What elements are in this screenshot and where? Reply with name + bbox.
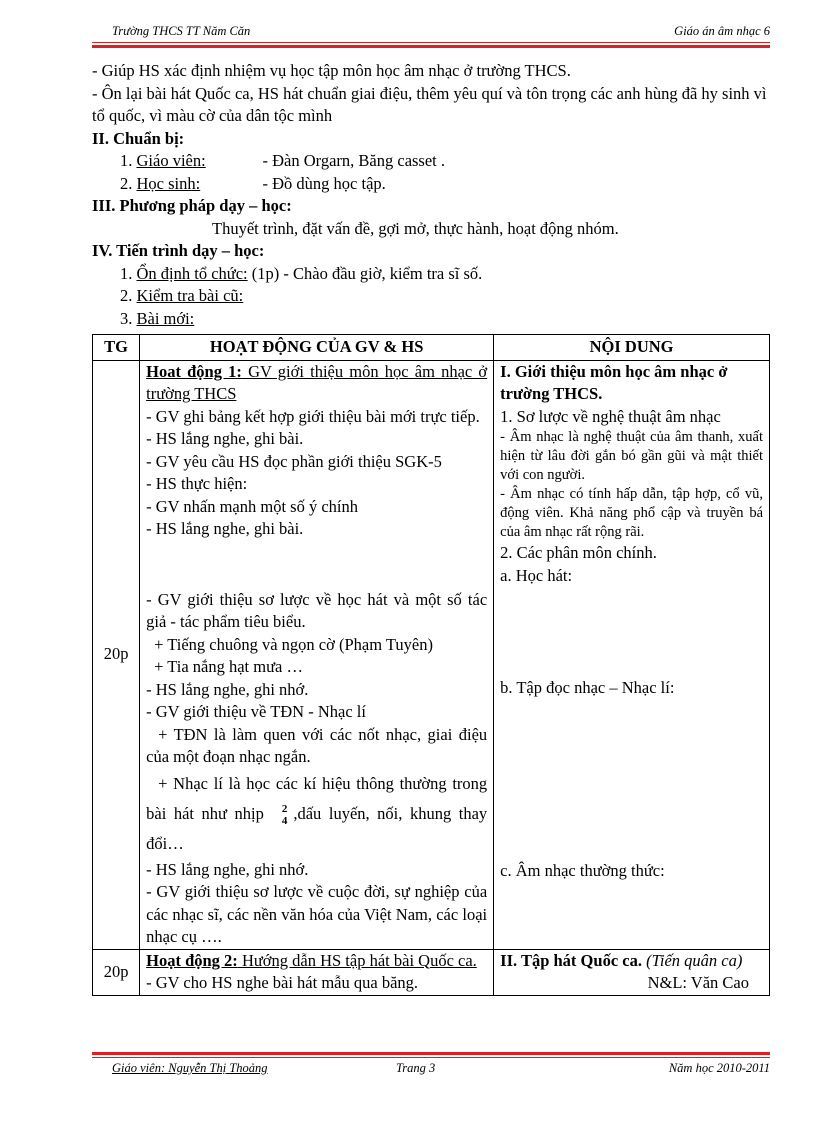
list-item: - GV giới thiệu sơ lược về học hát và một số tác giả - tác phẩm tiêu biểu.: [146, 589, 488, 631]
lesson-table: [92, 334, 770, 996]
list-item: - GV yêu cầu HS đọc phần giới thiệu SGK-5: [146, 451, 442, 471]
intro-line-1: - Giúp HS xác định nhiệm vụ học tập môn học âm nhạc ở trường THCS.: [92, 61, 571, 80]
row2-content: [494, 949, 770, 995]
table-header-row: [93, 335, 770, 361]
teacher-name: Giáo viên: Nguyễn Thị Thoảng: [112, 1061, 268, 1075]
content-item: 2. Các phân môn chính.: [500, 543, 657, 562]
methods: Thuyết trình, đặt vấn đề, gợi mở, thực hành, hoạt động nhóm.: [212, 218, 619, 238]
header-activities: HOẠT ĐỘNG CỦA GV & HS: [140, 335, 494, 361]
spacer: [146, 541, 487, 589]
list-item: - HS lắng nghe, ghi nhớ.: [146, 859, 309, 879]
content-heading: I. Giới thiệu môn học âm nhạc ở trường THCS.: [500, 361, 728, 403]
page-header: [92, 24, 770, 44]
header-tg: TG: [93, 335, 140, 361]
school-name: Trường THCS TT Năm Căn: [112, 24, 251, 38]
content-item: c. Âm nhạc thường thức:: [500, 860, 665, 880]
row1-activities: [140, 360, 494, 949]
list-item: - GV cho HS nghe bài hát mẫu qua băng.: [146, 973, 419, 992]
prep-teacher: 1. Giáo viên: - Đàn Orgarn, Băng casset .: [120, 151, 446, 170]
school-year: Năm học 2010-2011: [668, 1061, 770, 1075]
footer-rule-thin: [92, 1057, 770, 1058]
list-item: - GV giới thiệu về TĐN - Nhạc lí: [146, 702, 366, 721]
section-2-title: II. Chuẩn bị:: [92, 128, 185, 148]
activity-2-title: Hoạt động 2: Hướng dẫn HS tập hát bài Quốc ca.: [146, 950, 477, 970]
list-item: - GV ghi bảng kết hợp giới thiệu bài mới trực tiếp.: [146, 406, 480, 426]
page-number: Trang 3: [396, 1061, 436, 1075]
row1-content: [494, 360, 770, 949]
document-subject: Giáo án âm nhạc 6: [674, 24, 770, 38]
content-item: b. Tập đọc nhạc – Nhạc lí:: [500, 678, 675, 697]
step-3: 3. Bài mới:: [120, 308, 195, 328]
table-row: [93, 949, 770, 995]
content-heading: II. Tập hát Quốc ca. (Tiến quân ca): [500, 950, 743, 970]
prep-student: 2. Học sinh: - Đồ dùng học tập.: [120, 173, 386, 193]
content-item: - Âm nhạc là nghệ thuật của âm thanh, xuất hiện từ lâu đời gắn bó gần gũi và mật thiết với con người.: [500, 429, 763, 483]
composer: N&L: Văn Cao: [647, 973, 749, 992]
header-rule-thin: [92, 42, 770, 43]
intro-line-2: - Ôn lại bài hát Quốc ca, HS hát chuẩn giai điệu, thêm yêu quí và tôn trọng các anh hùng đã hy sinh vì tổ quốc, vì màu cờ của dân tộc mình: [92, 83, 767, 125]
list-item: + Nhạc lí là học các kí hiệu thông thường trong bài hát như nhịp 2 4 ,dấu luyến, nối, khung thay đổi…: [146, 773, 488, 853]
header-rule-thick: [92, 45, 770, 48]
content-item: a. Học hát:: [500, 565, 573, 585]
step-1: 1. Ổn định tổ chức: (1p) - Chào đầu giờ, kiểm tra sĩ số.: [120, 263, 483, 283]
time-signature: 2 4: [281, 802, 288, 827]
section-4-title: IV. Tiến trình dạy – học:: [92, 241, 265, 260]
header-content: NỘI DUNG: [494, 335, 770, 361]
list-item: - HS lắng nghe, ghi bài.: [146, 519, 304, 538]
spacer: [500, 587, 763, 677]
row2-time: 20p: [93, 949, 140, 995]
list-item: + TĐN là làm quen với các nốt nhạc, giai điệu của một đoạn nhạc ngắn.: [146, 724, 488, 766]
list-item: - HS lắng nghe, ghi nhớ.: [146, 679, 309, 699]
content-item: 1. Sơ lược về nghệ thuật âm nhạc: [500, 406, 721, 426]
list-item: - GV giới thiệu sơ lược về cuộc đời, sự nghiệp của các nhạc sĩ, các nền văn hóa của Việt Nam, các loại nhạc cụ ….: [146, 882, 488, 946]
footer-rule-thick: [92, 1052, 770, 1055]
activity-1-title: Hoat động 1: GV giới thiệu môn học âm nhạc ở trường THCS: [146, 361, 488, 403]
list-item: + Tia nắng hạt mưa …: [154, 657, 303, 676]
row2-activities: [140, 949, 494, 995]
list-item: - HS thực hiện:: [146, 474, 248, 493]
list-item: - GV nhấn mạnh một số ý chính: [146, 496, 359, 516]
content-item: - Âm nhạc có tính hấp dẫn, tập hợp, cổ vũ, động viên. Khả năng phổ cập và truyền bá của âm nhạc rất rộng rãi.: [500, 486, 763, 540]
section-3-title: III. Phương pháp dạy – học:: [92, 196, 292, 215]
row1-time: 20p: [93, 360, 140, 949]
step-2: 2. Kiểm tra bài cũ:: [120, 286, 244, 305]
list-item: - HS lắng nghe, ghi bài.: [146, 429, 304, 448]
spacer: [500, 700, 763, 860]
list-item: + Tiếng chuông và ngọn cờ (Phạm Tuyên): [154, 634, 433, 654]
lesson-body: [92, 60, 782, 330]
table-row: [93, 360, 770, 949]
